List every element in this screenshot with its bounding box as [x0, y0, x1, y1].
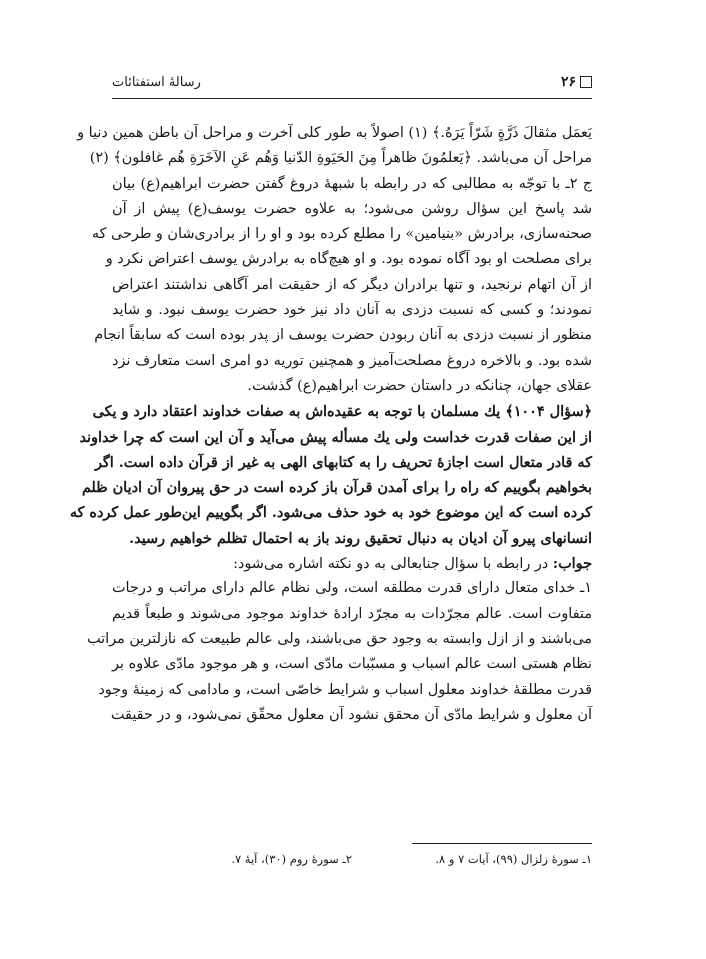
text-line: شده بود. و بالاخره دروغ مصلحت‌آميز و همچنين توريه دو امرى است متعارف نزد [112, 352, 592, 369]
text-line: قدرت مطلقهٔ خداوند معلول اسباب و شرايط خاصّى است، و مادامى كه زمينهٔ وجود [98, 681, 592, 698]
square-ornament-icon [580, 76, 592, 88]
text-line: آن معلول و شرايط مادّى آن محقق نشود آن معلول محقّق نمى‌شود، و در حقيقت [110, 706, 592, 723]
text-line: بخواهيم بگوييم كه راه را براى آمدن قرآن باز كرده است در حق پيروان آن اديان ظلم [81, 479, 592, 497]
text-line: كه قادر متعال است اجازهٔ تحريف را به كتابهاى الهى به غير از قرآن داده است. اگر [94, 453, 592, 471]
text-line: شد پاسخ اين سؤال روشن مى‌شود؛ به علاوه حضرت يوسف(ع) پيش از آن [112, 200, 592, 217]
text-line: مى‌باشند و از ازل وابسته به وجود حق مى‌باشند، ولى عالم طبيعت كه نازلترين مراتب [86, 630, 592, 647]
text-line: منظور از نسبت دزدى به آنان ربودن حضرت يوسف از پدر بوده است كه سابقاً انجام [94, 327, 592, 344]
text-line: نظام هستى است عالم اسباب و مسبّبات مادّى است، و هر موجود مادّى علاوه بر [112, 656, 592, 673]
text-line: يَعمَل مثقالَ ذَرَّةٍ شَرّاً يَرَهُ.﴾ (۱) اصولاً به طور كلى آخرت و مراحل آن باطن همين دنيا و [77, 125, 592, 141]
text-line: جواب: در رابطه با سؤال جنابعالى به دو نكته اشاره مى‌شود: [233, 555, 592, 573]
text-line: عقلاى جهان، چنانكه در داستان حضرت ابراهيم(ع) گذشت. [247, 377, 592, 394]
main-text [69, 121, 592, 728]
text-line: صحنه‌سازى، برادرش «بنيامين» را مطلع كرده بود و او را از برادرى‌شان و طرحى كه [91, 226, 592, 243]
text-line: متفاوت است. عالم مجرّدات به مجرّد ارادهٔ خداوند موجود مى‌شوند و طبعاً قديم [112, 605, 592, 622]
text-line: ﴿سؤال ۱۰۰۴﴾ يك مسلمان با توجه به عقيده‌اش به صفات خداوند اعتقاد دارد و يكى [92, 403, 592, 421]
text-line: انسانهاى پيرو آن اديان به دنبال تحقيق روند باز به احتمال تظلم خواهيم رسيد. [129, 529, 592, 547]
text-line: كرده است كه اين موضوع خود به خود حذف مى‌شود. اگر بگوييم اين‌طور عمل كرده كه [69, 504, 592, 522]
text-line: مراحل آن مى‌باشد. ﴿يَعلمُونَ ظاهراً مِنَ الحَيَوةِ الدّنيا وَهُم عَنِ الآخَرَةِ هُم غافلون﴾ (۲) [89, 150, 592, 167]
page-header [112, 72, 592, 99]
text-line: براى مصلحت او بود آگاه نموده بود. و او هيچ‌گاه به برادرش يوسف اعتراض نكرد و [105, 251, 592, 268]
page-number-text: ۲۶ [560, 74, 576, 90]
footnote-1: ۱ـ سورهٔ زلزال (۹۹)، آيات ۷ و ۸. [435, 852, 592, 866]
text-line: از اين صفات قدرت خداست ولى يك مسأله پيش مى‌آيد و آن اين است كه چرا خداوند [79, 428, 592, 446]
footnote-2: ۲ـ سورهٔ روم (۳۰)، آيهٔ ۷. [231, 852, 352, 866]
text-line: ج ۲ـ با توجّه به مطالبى كه در رابطه با شبههٔ دروغ گفتن حضرت ابراهيم(ع) بيان [112, 175, 592, 192]
text-line: ۱ـ خداى متعال داراى قدرت مطلقه است، ولى نظام عالم داراى مراتب و درجات [112, 580, 592, 597]
page-number [561, 74, 592, 90]
footnotes [112, 852, 592, 872]
text-line: نمودند؛ و كسى كه نسبت دزدى به آنان داد نيز خود حضرت يوسف نبود. و شايد [112, 302, 592, 319]
text-line: از آن اتهام نرنجيد، و تنها برادران ديگر كه از حقيقت امر آگاهى نداشتند اعتراض [112, 276, 592, 293]
running-title: رسالهٔ استفتائات [112, 75, 201, 90]
footnote-divider [412, 843, 592, 844]
